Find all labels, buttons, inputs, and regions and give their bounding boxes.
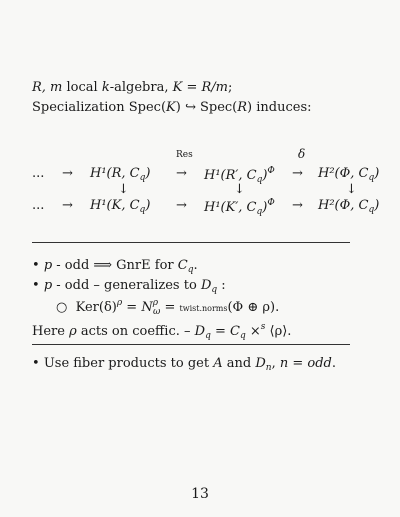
sub-q: q <box>187 265 194 275</box>
bottom-h1-K <box>90 198 150 215</box>
bullet-1 <box>32 258 198 275</box>
var-D: D <box>255 356 266 371</box>
top-h2 <box>318 166 379 183</box>
text-ker: Ker(δ) <box>75 300 117 315</box>
bottom-h2 <box>318 198 379 215</box>
h1r-text: H¹(R, C <box>90 166 140 181</box>
text-equals: = <box>160 300 180 315</box>
down-arrow-3: ↓ <box>346 182 357 197</box>
bottom-dots: ... <box>32 198 45 213</box>
label-delta: δ <box>298 147 306 161</box>
var-N: N <box>141 300 153 315</box>
sub-bullet-1 <box>56 298 279 317</box>
divider-2 <box>32 344 350 345</box>
close-paren: ) <box>374 198 380 213</box>
text-generator: ⟨ρ⟩. <box>265 324 292 339</box>
sub-q: q <box>256 207 263 217</box>
sub-q: q <box>139 173 146 183</box>
text-semicolon: ; <box>228 80 233 95</box>
text-algebra: -algebra, <box>109 80 173 95</box>
text-and: and <box>222 356 256 371</box>
label-res: Res <box>176 150 193 160</box>
text-acts-on: acts on coeffic. – <box>76 324 195 339</box>
sup-phi: Φ <box>267 166 275 176</box>
var-R: R <box>237 100 248 115</box>
sub-q: q <box>368 173 375 183</box>
text-arg: (Φ ⊕ ρ). <box>227 300 280 315</box>
bottom-arrow-2: → <box>176 198 187 213</box>
here-line <box>32 322 291 341</box>
divider-1 <box>32 242 350 243</box>
var-rho: ρ <box>69 324 77 339</box>
intro-line-2 <box>32 100 312 115</box>
var-p: p <box>43 258 53 273</box>
bullet-2-text: - odd – generalizes to <box>52 278 201 293</box>
close-paren: ) <box>145 198 151 213</box>
sub-q: q <box>256 175 263 185</box>
var-K: K <box>166 100 176 115</box>
sup-rho: ρ <box>116 298 123 308</box>
h2-text: H²(Φ, C <box>318 166 369 181</box>
var-m: , m <box>41 80 63 95</box>
text-equals: = <box>288 356 308 371</box>
sub-omega: ω <box>153 307 161 317</box>
page-number: 13 <box>191 486 209 502</box>
var-n: n <box>279 356 289 371</box>
var-A: A <box>213 356 223 371</box>
var-C: C <box>177 258 188 273</box>
sub-q: q <box>139 205 146 215</box>
text-here: Here <box>32 324 70 339</box>
h1rp-text: H¹(R′, C <box>204 168 257 183</box>
sup-rho: ρ <box>152 298 158 308</box>
h1k-text: H¹(K, C <box>90 198 140 213</box>
bullet-3-text: Use fiber products to get <box>43 356 214 371</box>
down-arrow-1: ↓ <box>118 182 129 197</box>
bottom-arrow-1: → <box>62 198 73 213</box>
text-spec-arrow: ) ↪ Spec( <box>175 100 238 115</box>
close-paren: ) <box>262 168 268 183</box>
text-equals: = <box>210 324 231 339</box>
bullet-3 <box>32 356 336 373</box>
var-k: k <box>101 80 110 95</box>
var-R: R <box>32 80 42 95</box>
bullet-dot: • <box>32 278 40 293</box>
var-D: D <box>194 324 206 339</box>
var-D: D <box>200 278 212 293</box>
close-paren: ) <box>145 166 151 181</box>
bullet-1-text: - odd ⟹ GnrE for <box>52 258 178 273</box>
hollow-bullet: ○ <box>56 300 68 315</box>
var-p: p <box>43 278 53 293</box>
var-C: C <box>230 324 240 339</box>
bullet-2 <box>32 278 226 295</box>
text-equals: = <box>182 80 202 95</box>
sup-phi: Φ <box>267 198 275 208</box>
h2-text: H²(Φ, C <box>318 198 369 213</box>
comma: , <box>271 356 280 371</box>
sub-q: q <box>205 331 211 341</box>
text-twist-norms: twist.norms <box>179 304 228 313</box>
top-dots: ... <box>32 166 45 181</box>
bullet-dot: • <box>32 258 40 273</box>
bottom-arrow-3: → <box>292 198 303 213</box>
period: . <box>193 258 198 273</box>
close-paren: ) <box>374 166 380 181</box>
sup-s: s <box>260 322 266 332</box>
text-induces: ) induces: <box>247 100 312 115</box>
down-arrow-2: ↓ <box>234 182 245 197</box>
bullet-dot: • <box>32 356 40 371</box>
top-arrow-1: → <box>62 166 73 181</box>
sub-q: q <box>211 285 218 295</box>
text-specialization: Specialization Spec( <box>32 100 167 115</box>
sub-q: q <box>239 331 246 341</box>
text-equals: = <box>122 300 142 315</box>
colon: : <box>217 278 226 293</box>
intro-line-1 <box>32 80 232 95</box>
text-local: local <box>62 80 102 95</box>
var-R-over-m: R/m <box>201 80 228 95</box>
top-h1-R <box>90 166 150 183</box>
var-K: K <box>172 80 183 95</box>
sub-q: q <box>368 205 375 215</box>
sub-n: n <box>265 363 272 373</box>
period: . <box>331 356 336 371</box>
h1kp-text: H¹(K′, C <box>204 200 257 215</box>
text-times: × <box>245 324 261 339</box>
text-odd: odd <box>307 356 332 371</box>
close-paren: ) <box>262 200 268 215</box>
bottom-h1-K-prime <box>204 198 275 217</box>
top-arrow-res: → <box>176 166 187 181</box>
top-arrow-delta: → <box>292 166 303 181</box>
